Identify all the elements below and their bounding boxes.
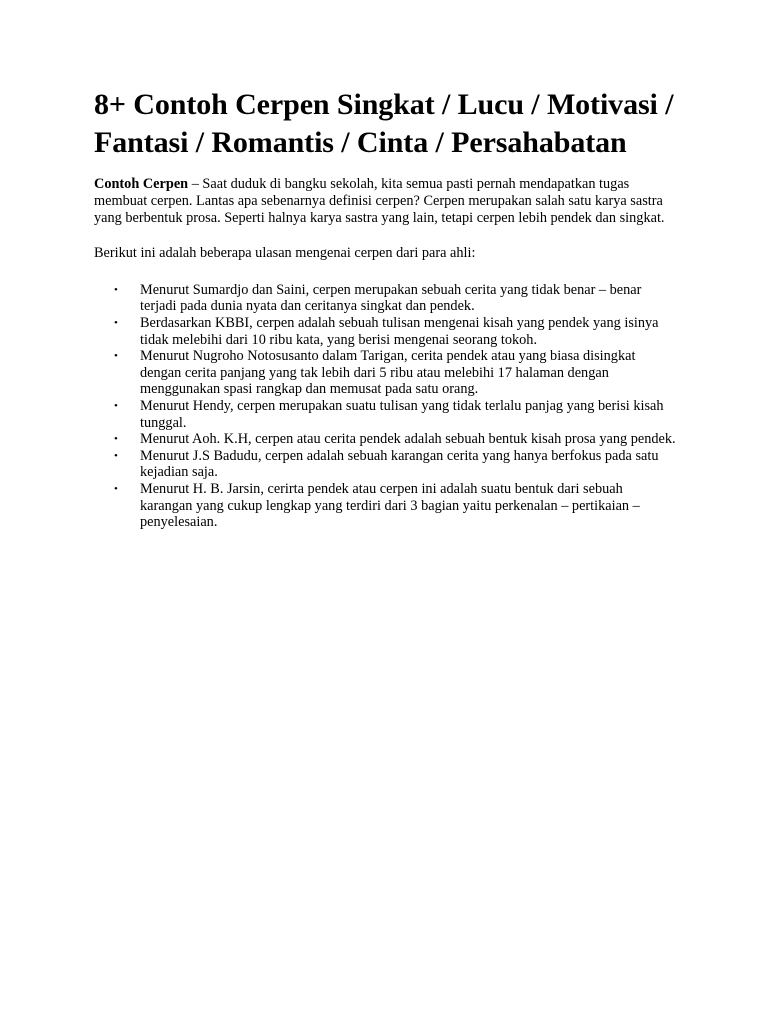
list-item bbox=[94, 282, 678, 315]
bullet-icon: • bbox=[114, 350, 118, 363]
list-item-text: Menurut Nugroho Notosusanto dalam Tarigan, cerita pendek atau yang biasa disingkat dengan cerita panjang yang tak lebih dari 5 ribu atau melebihi 17 halaman dengan menggunakan spasi rangkap dan memusat pada satu orang. bbox=[140, 348, 636, 398]
bullet-icon: • bbox=[114, 283, 118, 296]
bullet-icon: • bbox=[114, 433, 118, 446]
list-item-text: Menurut Hendy, cerpen merupakan suatu tulisan yang tidak terlalu panjag yang berisi kisah tunggal. bbox=[140, 397, 664, 431]
list-item-text: Menurut H. B. Jarsin, cerirta pendek atau cerpen ini adalah suatu bentuk dari sebuah karangan yang cukup lengkap yang terdiri dari 3 bagian yaitu perkenalan – pertikaian – penyelesaian. bbox=[140, 480, 640, 531]
list-item bbox=[94, 398, 678, 431]
list-item bbox=[94, 348, 678, 398]
document-page bbox=[94, 86, 678, 531]
list-item bbox=[94, 431, 678, 448]
intro-paragraph bbox=[94, 176, 678, 228]
bullet-icon: • bbox=[114, 317, 118, 329]
list-item-text: Menurut J.S Badudu, cerpen adalah sebuah karangan cerita yang hanya berfokus pada satu kejadian saja. bbox=[140, 447, 659, 481]
list-item bbox=[94, 315, 678, 348]
experts-list bbox=[94, 282, 678, 531]
bullet-icon: • bbox=[114, 482, 118, 495]
intro-text: – Saat duduk di bangku sekolah, kita semua pasti pernah mendapatkan tugas membuat cerpen. Lantas apa sebenarnya definisi cerpen? Cerpen merupakan salah satu karya sastra yang berbentuk prosa. Seperti halnya karya sastra yang lain, tetapi cerpen lebih pendek dan singkat. bbox=[94, 176, 665, 227]
document-title: 8+ Contoh Cerpen Singkat / Lucu / Motivasi / Fantasi / Romantis / Cinta / Persahabatan bbox=[94, 88, 674, 159]
bullet-icon: • bbox=[114, 449, 118, 462]
list-intro: Berikut ini adalah beberapa ulasan mengenai cerpen dari para ahli: bbox=[94, 244, 476, 261]
list-item bbox=[94, 448, 678, 481]
bullet-icon: • bbox=[114, 399, 118, 412]
intro-lead: Contoh Cerpen bbox=[94, 176, 189, 192]
list-item bbox=[94, 481, 678, 531]
list-item-text: Menurut Aoh. K.H, cerpen atau cerita pendek adalah sebuah bentuk kisah prosa yang pendek. bbox=[140, 431, 676, 448]
list-item-text: Berdasarkan KBBI, cerpen adalah sebuah tulisan mengenai kisah yang pendek yang isinya tidak melebihi dari 10 ribu kata, yang berisi mengenai seorang tokoh. bbox=[140, 315, 659, 348]
list-item-text: Menurut Sumardjo dan Saini, cerpen merupakan sebuah cerita yang tidak benar – benar terjadi pada dunia nyata dan ceritanya singkat dan pendek. bbox=[140, 281, 642, 315]
